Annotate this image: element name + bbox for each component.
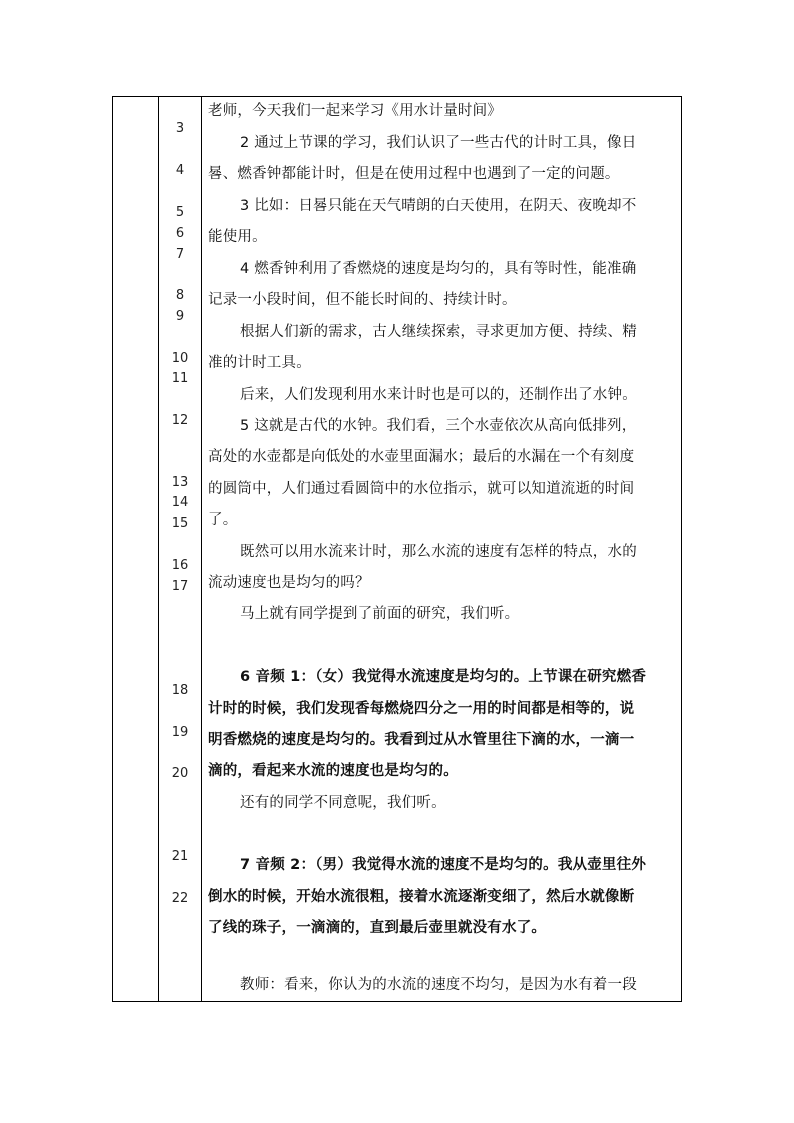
content-line: 晷、燃香钟都能计时，但是在使用过程中也遇到了一定的问题。	[208, 166, 620, 182]
line-number: 16	[171, 558, 189, 573]
line-number: 3	[175, 121, 185, 136]
content-line: 流动速度也是均匀的吗？	[208, 575, 370, 591]
line-number: 9	[175, 309, 185, 324]
content-line: 记录一小段时间，但不能长时间的、持续计时。	[208, 292, 517, 308]
content-line: 了。	[208, 512, 238, 528]
line-number: 12	[171, 413, 189, 428]
line-number: 20	[171, 766, 189, 781]
content-line: 教师：看来，你认为的水流的速度不均匀，是因为水有着一段	[240, 977, 637, 993]
line-number: 18	[171, 683, 189, 698]
line-number: 8	[175, 288, 185, 303]
content-line: 了线的珠子，一滴滴的，直到最后壶里就没有水了。	[208, 920, 547, 936]
line-number: 21	[171, 849, 189, 864]
content-line: 计时的时候，我们发现香每燃烧四分之一用的时间都是相等的，说	[208, 701, 635, 717]
content-line: 能使用。	[208, 229, 267, 245]
content-line: 还有的同学不同意呢，我们听。	[240, 795, 446, 811]
content-line: 后来，人们发现利用水来计时也是可以的，还制作出了水钟。	[240, 387, 637, 403]
line-number: 19	[171, 725, 189, 740]
column-divider	[201, 97, 202, 1001]
line-number: 6	[175, 226, 185, 241]
content-line: 准的计时工具。	[208, 355, 311, 371]
content-line: 的圆筒中，人们通过看圆筒中的水位指示，就可以知道流逝的时间	[208, 481, 635, 497]
content-line: 马上就有同学提到了前面的研究，我们听。	[240, 606, 520, 622]
content-line: 6 音频 1：（女）我觉得水流速度是均匀的。上节课在研究燃香	[240, 669, 647, 685]
line-number: 14	[171, 495, 189, 510]
lesson-table	[112, 96, 682, 1002]
line-number: 17	[171, 579, 189, 594]
content-line: 明香燃烧的速度是均匀的。我看到过从水管里往下滴的水，一滴一	[208, 732, 635, 748]
line-number: 5	[175, 205, 185, 220]
line-number: 7	[175, 247, 185, 262]
content-line: 高处的水壶都是向低处的水壶里面漏水；最后的水漏在一个有刻度	[208, 449, 635, 465]
content-line: 3 比如：日晷只能在天气晴朗的白天使用，在阴天、夜晚却不	[240, 198, 637, 214]
line-number: 10	[171, 351, 189, 366]
content-line: 根据人们新的需求，古人继续探索，寻求更加方便、持续、精	[240, 324, 637, 340]
content-line: 滴的，看起来水流的速度也是均匀的。	[208, 763, 458, 779]
content-line: 老师，今天我们一起来学习《用水计量时间》	[208, 103, 502, 119]
line-number: 11	[171, 371, 189, 386]
line-number: 13	[171, 475, 189, 490]
line-number: 15	[171, 516, 189, 531]
line-number: 4	[175, 163, 185, 178]
content-line: 倒水的时候，开始水流很粗，接着水流逐渐变细了，然后水就像断	[208, 889, 635, 905]
content-line: 既然可以用水流来计时，那么水流的速度有怎样的特点，水的	[240, 544, 637, 560]
line-number: 22	[171, 891, 189, 906]
content-line: 4 燃香钟利用了香燃烧的速度是均匀的，具有等时性，能准确	[240, 261, 637, 277]
content-line: 2 通过上节课的学习，我们认识了一些古代的计时工具，像日	[240, 135, 637, 151]
content-line: 5 这就是古代的水钟。我们看，三个水壶依次从高向低排列，	[240, 418, 637, 434]
content-line: 7 音频 2：（男）我觉得水流的速度不是均匀的。我从壶里往外	[240, 857, 647, 873]
